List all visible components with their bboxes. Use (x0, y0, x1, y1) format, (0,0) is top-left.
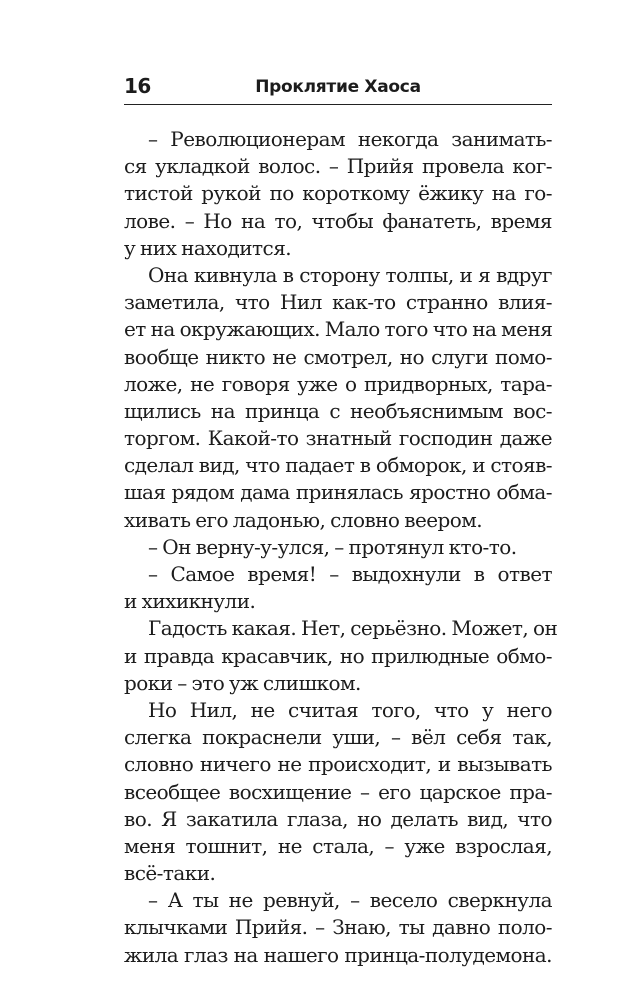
text-line: – Он верну-у-улся, – протянул кто-то. (148, 534, 517, 559)
header-rule (124, 104, 552, 105)
text-line: – Революционерам некогда занимать- (148, 127, 552, 151)
text-line: во. Я закатила глаза, но делать вид, что (124, 806, 552, 831)
text-line: словно ничего не происходит, и вызывать (124, 752, 552, 777)
text-line: Она кивнула в сторону толпы, и я вдруг (148, 262, 552, 287)
text-line: и хихикнули. (124, 589, 256, 614)
text-line: торгом. Какой-то знатный господин даже (124, 426, 552, 451)
running-head (124, 72, 552, 106)
text-line: всеобщее восхищение – его царское пра- (124, 779, 552, 804)
text-line: тистой рукой по короткому ёжику на го- (124, 181, 552, 206)
text-line: заметила, что Нил как-то странно влия- (124, 290, 552, 315)
text-line: хивать его ладонью, словно веером. (124, 507, 483, 532)
text-line: – А ты не ревнуй, – весело сверкнула (148, 888, 552, 913)
book-title: Проклятие Хаоса (255, 77, 421, 97)
text-line: шая рядом дама принялась яростно обма- (124, 480, 552, 505)
text-line: Но Нил, не считая того, что у него (148, 697, 552, 722)
text-line: сделал вид, что падает в обморок, и стояв- (124, 453, 552, 478)
text-line: клычками Прийя. – Знаю, ты давно поло- (124, 915, 552, 940)
text-line: слегка покраснели уши, – вёл себя так, (124, 725, 552, 750)
text-line: ся укладкой волос. – Прийя провела ког- (124, 154, 552, 179)
page-number: 16 (124, 74, 151, 98)
text-line: – Самое время! – выдохнули в ответ (148, 562, 552, 586)
text-line: жила глаз на нашего принца-полудемона. (124, 942, 552, 967)
text-line: у них находится. (124, 235, 292, 260)
text-line: ет на окружающих. Мало того что на меня (124, 317, 553, 342)
text-line: меня тошнит, не стала, – уже взрослая, (124, 833, 552, 858)
text-line: Гадость какая. Нет, серьёзно. Может, он (148, 616, 558, 641)
text-line: роки – это уж слишком. (124, 670, 361, 695)
text-line: всё-таки. (124, 861, 216, 886)
text-line: вообще никто не смотрел, но слуги помо- (124, 344, 552, 369)
text-line: лове. – Но на то, чтобы фанатеть, время (124, 208, 552, 233)
text-line: щились на принца с необъяснимым вос- (124, 398, 552, 423)
text-line: и правда красавчик, но прилюдные обмо- (124, 643, 552, 668)
text-line: ложе, не говоря уже о придворных, тара- (124, 371, 552, 396)
body-text (124, 126, 558, 969)
